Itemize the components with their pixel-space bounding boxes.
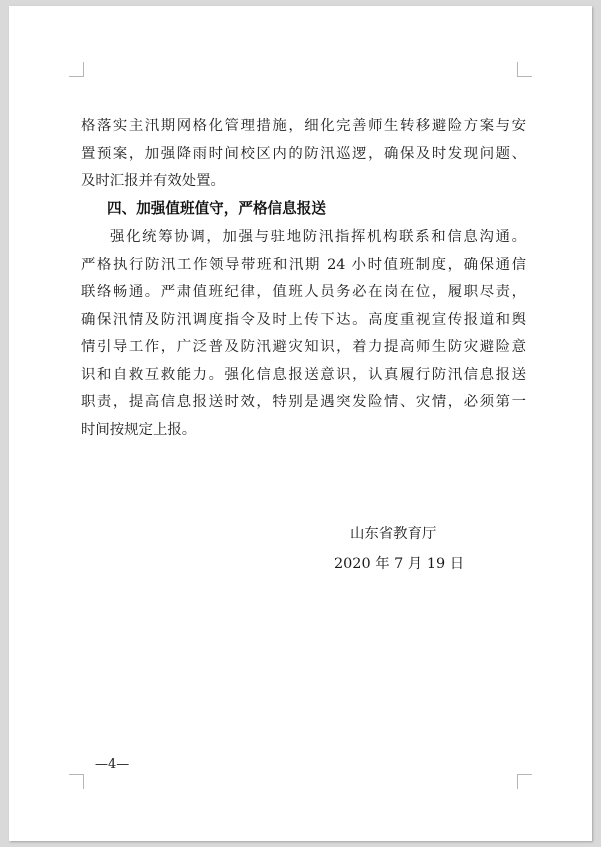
paragraph-line: 情引导工作，广泛普及防汛避灾知识，着力提高师生防灾避险意 (81, 339, 526, 355)
crop-mark-top-left (69, 62, 84, 77)
paragraph-continued (81, 113, 526, 196)
paragraph-line: 确保汛情及防汛调度指令及时上传下达。高度重视宣传报道和舆 (81, 311, 526, 328)
document-page (9, 6, 592, 841)
paragraph-line: 联络畅通。严肃值班纪律，值班人员务必在岗在位，履职尽责， (81, 284, 526, 300)
paragraph-line: 置预案，加强降雨时间校区内的防汛巡逻，确保及时发现问题、 (81, 145, 526, 162)
signature-organization: 山东省教育厅 (350, 526, 437, 542)
paragraph-line: 格落实主汛期网格化管理措施，细化完善师生转移避险方案与安 (81, 118, 526, 134)
paragraph-line: 职责，提高信息报送时效，特别是遇突发险情、灾情，必须第一 (81, 394, 526, 410)
crop-mark-top-right (517, 62, 532, 77)
crop-mark-bottom-right (517, 774, 532, 789)
crop-mark-bottom-left (69, 774, 84, 789)
paragraph-line: 及时汇报并有效处置。 (81, 173, 225, 189)
page-number: —4— (95, 757, 130, 772)
paragraph-line: 严格执行防汛工作领导带班和汛期 24 小时值班制度，确保通信 (81, 256, 526, 273)
section-heading: 四、加强值班值守，严格信息报送 (107, 200, 326, 217)
signature-date: 2020 年 7 月 19 日 (334, 556, 465, 572)
paragraph-line: 识和自救互救能力。强化信息报送意识，认真履行防汛信息报送 (81, 366, 526, 383)
paragraph-line: 时间按规定上报。 (81, 421, 197, 438)
paragraph-duty-reporting (81, 224, 526, 444)
paragraph-line: 强化统筹协调，加强与驻地防汛指挥机构联系和信息沟通。 (110, 229, 526, 245)
